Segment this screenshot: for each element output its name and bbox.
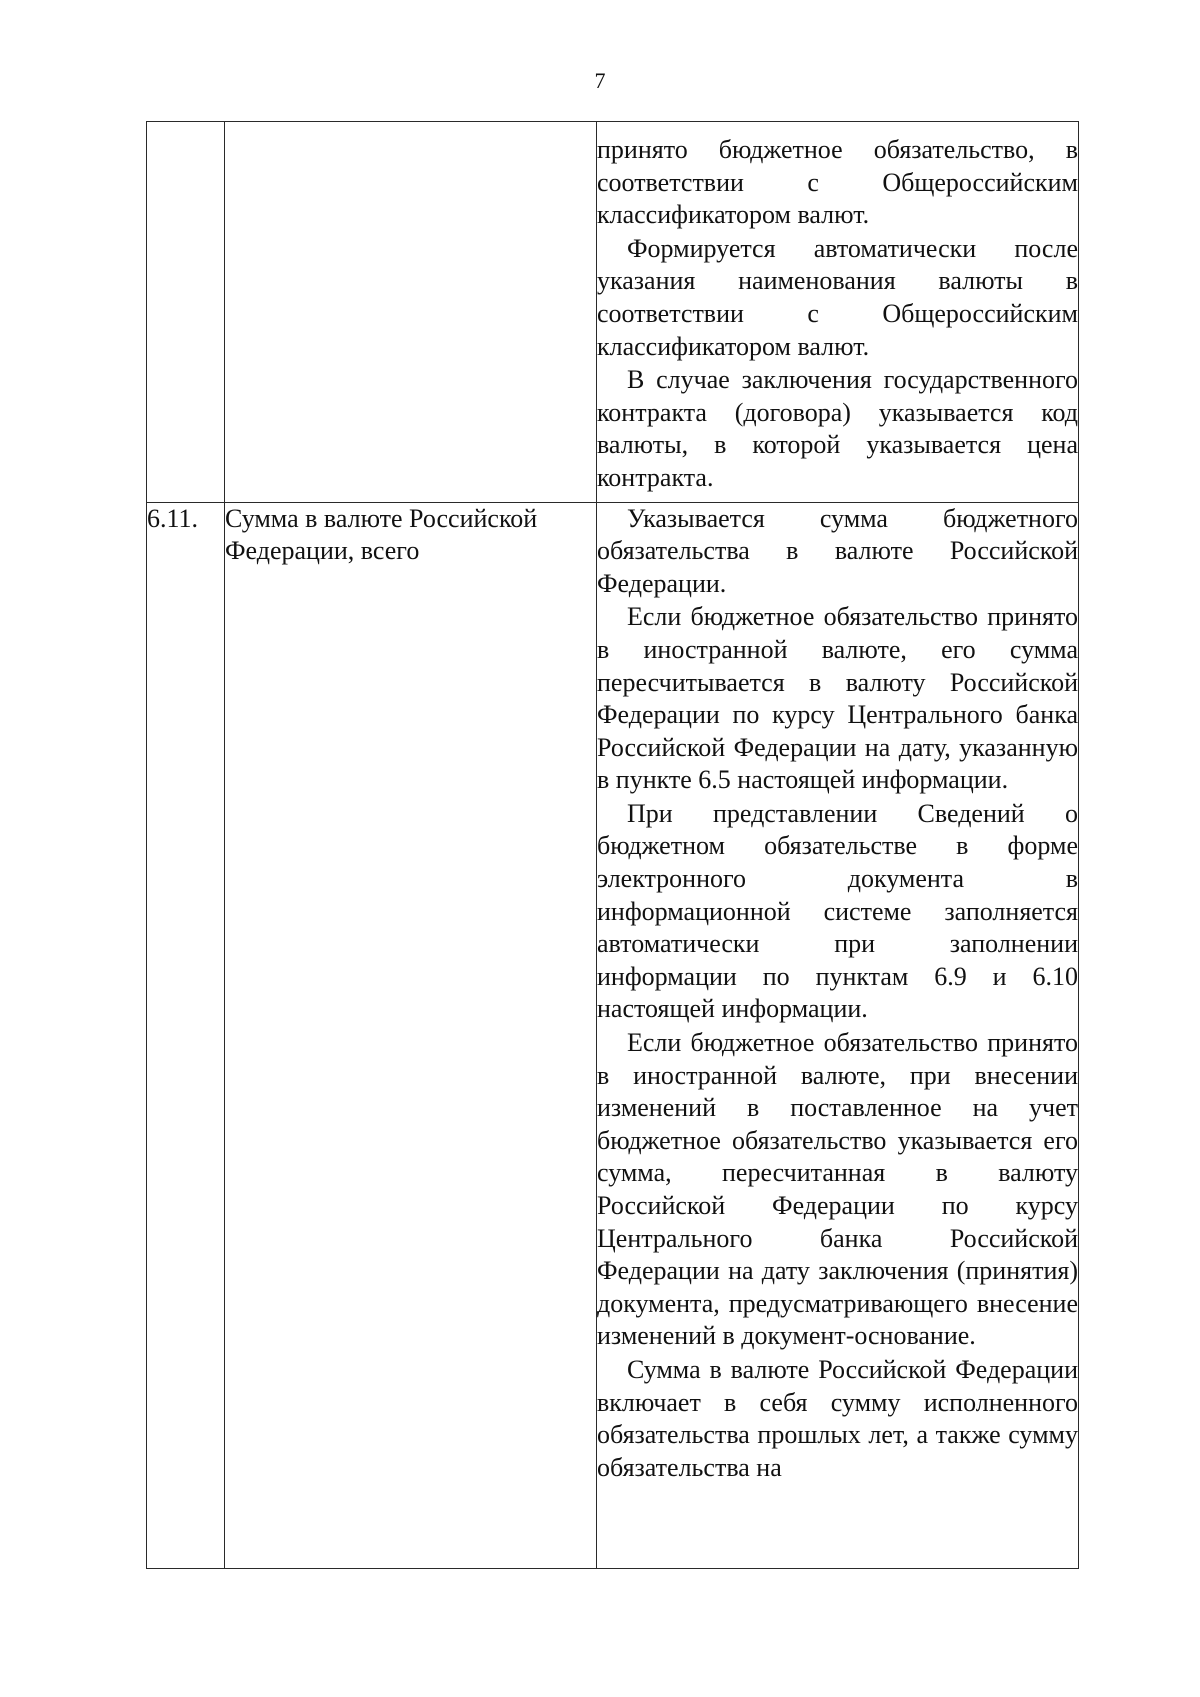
- table-row: [147, 122, 1079, 503]
- row-number-cell: 6.11.: [147, 502, 225, 1568]
- description-paragraph: Если бюджетное обязательство принято в иностранной валюте, при внесении изменений в поставленное на учет бюджетное обязательство указывается его сумма, пересчитанная в валюту Российской Федерации по курсу Центрального банка Российской Федерации на дату заключения (принятия) документа, предусматривающего внесение изменений в документ-основание.: [597, 1028, 1078, 1351]
- description-paragraph: Если бюджетное обязательство принято в иностранной валюте, его сумма пересчитывается в валюту Российской Федерации по курсу Центрального банка Российской Федерации на дату, указанную в пункте 6.5 настоящей информации.: [597, 602, 1078, 795]
- description-paragraph: Сумма в валюте Российской Федерации включает в себя сумму исполненного обязательства прошлых лет, а также сумму обязательства на: [597, 1354, 1078, 1482]
- row-name-cell: [225, 122, 597, 503]
- row-description-cell: [597, 122, 1079, 503]
- description-paragraph: При представлении Сведений о бюджетном обязательстве в форме электронного документа в информационной системе заполняется автоматически при заполнении информации по пунктам 6.9 и 6.10 настоящей информации.: [597, 798, 1078, 1024]
- row-description-cell: [597, 502, 1079, 1568]
- page-number: 7: [594, 68, 606, 93]
- description-paragraph: Указывается сумма бюджетного обязательства в валюте Российской Федерации.: [597, 503, 1078, 598]
- row-name-cell: Сумма в валюте Российской Федерации, всего: [225, 502, 597, 1568]
- requirements-table: [146, 121, 1079, 1569]
- description-paragraph: Формируется автоматически после указания наименования валюты в соответствии с Общероссийским классификатором валют.: [597, 233, 1078, 361]
- description-paragraph: принято бюджетное обязательство, в соответствии с Общероссийским классификатором валют.: [597, 135, 1078, 230]
- table-row: [147, 502, 1079, 1568]
- description-paragraph: В случае заключения государственного контракта (договора) указывается код валюты, в которой указывается цена контракта.: [597, 365, 1078, 492]
- row-number-cell: [147, 122, 225, 503]
